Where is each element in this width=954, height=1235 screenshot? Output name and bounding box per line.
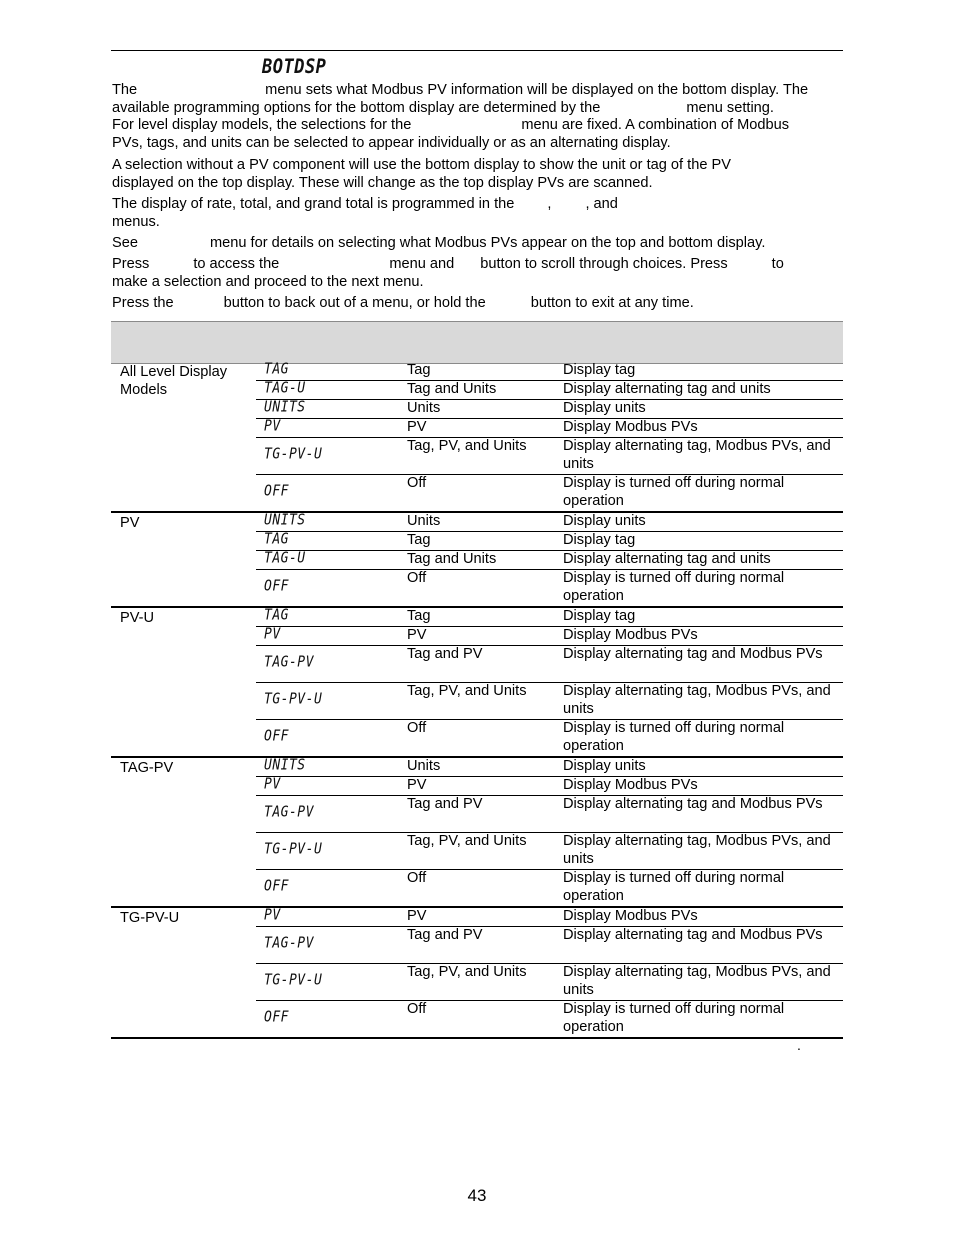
text-line: [112, 295, 836, 313]
table-row: [256, 758, 843, 776]
option-description: Display units: [563, 758, 646, 774]
display-code: TG-PV-U: [264, 690, 323, 709]
display-code: OFF: [264, 727, 289, 746]
text-run: button to exit at any time.: [530, 295, 694, 311]
paragraph: [112, 196, 836, 231]
group-label: TG-PV-U: [120, 910, 180, 926]
option-description: Display Modbus PVs: [563, 908, 698, 924]
option-name: PV: [407, 908, 427, 924]
option-name: Tag, PV, and Units: [407, 683, 527, 699]
option-name: Tag and PV: [407, 646, 483, 662]
group-label: TAG-PV: [120, 760, 174, 776]
text-line: [112, 135, 836, 153]
option-description: Display Modbus PVs: [563, 627, 698, 643]
bottom-display-options-table: [111, 362, 843, 1039]
group-label: All Level Display Models: [120, 364, 228, 398]
table-row: [256, 418, 843, 437]
display-code: TG-PV-U: [264, 971, 323, 990]
display-code: TG-PV-U: [264, 445, 323, 464]
option-name: Off: [407, 870, 427, 886]
table-row: [256, 380, 843, 399]
option-name: Tag, PV, and Units: [407, 438, 527, 454]
table-row: [256, 963, 843, 1000]
table-row: [256, 569, 843, 606]
option-name: PV: [407, 627, 427, 643]
option-name: Tag: [407, 608, 431, 624]
text-run: menu for details on selecting what Modbus PVs appear on the top and bottom display.: [209, 235, 766, 251]
table-row: [256, 1000, 843, 1037]
text-line: [112, 100, 836, 118]
text-line: [112, 256, 836, 274]
option-description: Display is turned off during normal operation: [563, 870, 785, 904]
option-group: [111, 908, 843, 1039]
text-line: [112, 175, 836, 193]
option-rows: [256, 608, 843, 756]
text-run: PVs, tags, and units can be selected to appear individually or as an alternating display.: [112, 134, 671, 151]
option-name: Units: [407, 758, 441, 774]
display-code: TAG-U: [264, 549, 306, 568]
table-row: [256, 832, 843, 869]
text-run: displayed on the top display. These will change as the top display PVs are scanned.: [112, 174, 653, 191]
table-row: [256, 474, 843, 511]
table-row: [256, 550, 843, 569]
text-run: button to scroll through choices. Press: [480, 256, 728, 272]
display-code: OFF: [264, 482, 289, 501]
option-group: [111, 513, 843, 608]
display-code: UNITS: [264, 756, 306, 775]
option-rows: [256, 513, 843, 606]
option-name: Units: [407, 400, 441, 416]
text-run: The display of rate, total, and grand total is programmed in the: [112, 196, 515, 212]
table-header-band: [111, 321, 843, 364]
text-run: Press the: [112, 295, 174, 311]
paragraph: [112, 82, 836, 152]
option-description: Display units: [563, 400, 646, 416]
text-run: menu and: [389, 256, 455, 272]
display-code: PV: [264, 775, 281, 794]
option-name: Tag, PV, and Units: [407, 833, 527, 849]
table-row: [256, 437, 843, 474]
option-name: Off: [407, 1001, 427, 1017]
option-description: Display tag: [563, 532, 636, 548]
table-row: [256, 608, 843, 626]
text-run: menus.: [112, 213, 160, 230]
footnote-mark: .: [797, 1037, 801, 1053]
option-name: Off: [407, 570, 427, 586]
table-row: [256, 645, 843, 682]
text-run: See: [112, 235, 138, 251]
option-rows: [256, 758, 843, 906]
display-code: OFF: [264, 877, 289, 896]
option-description: Display alternating tag, Modbus PVs, and units: [563, 964, 831, 998]
option-name: Off: [407, 475, 427, 491]
paragraph: [112, 295, 836, 313]
text-line: [112, 196, 836, 214]
option-description: Display alternating tag, Modbus PVs, and units: [563, 438, 831, 472]
header-rule: [111, 50, 843, 51]
display-code: PV: [264, 625, 281, 644]
table-row: [256, 719, 843, 756]
table-row: [256, 776, 843, 795]
text-run: Press: [112, 256, 150, 272]
option-description: Display alternating tag and Modbus PVs: [563, 796, 823, 812]
option-description: Display alternating tag and units: [563, 551, 771, 567]
text-line: [112, 214, 836, 232]
option-group: [111, 362, 843, 513]
display-code: TAG: [264, 360, 289, 379]
text-run: available programming options for the bottom display are determined by the: [112, 99, 601, 116]
text-run: For level display models, the selections for the: [112, 117, 412, 134]
option-description: Display tag: [563, 608, 636, 624]
table-row: [256, 362, 843, 380]
option-description: Display is turned off during normal operation: [563, 475, 785, 509]
display-code: PV: [264, 906, 281, 925]
table-row: [256, 531, 843, 550]
display-code: OFF: [264, 1008, 289, 1027]
option-name: PV: [407, 419, 427, 435]
option-description: Display alternating tag, Modbus PVs, and units: [563, 683, 831, 717]
text-run: menu setting.: [686, 99, 774, 116]
option-description: Display is turned off during normal operation: [563, 720, 785, 754]
text-run: to access the: [193, 256, 280, 272]
text-run: menu sets what Modbus PV information will be displayed on the bottom display. The: [265, 82, 809, 98]
option-description: Display is turned off during normal operation: [563, 1001, 785, 1035]
text-run: make a selection and proceed to the next menu.: [112, 273, 424, 290]
option-name: Tag: [407, 532, 431, 548]
display-code: TAG-PV: [264, 803, 314, 822]
option-name: Tag and PV: [407, 927, 483, 943]
option-description: Display alternating tag and units: [563, 381, 771, 397]
paragraph: [112, 256, 836, 291]
display-code: OFF: [264, 577, 289, 596]
table-row: [256, 795, 843, 832]
option-description: Display alternating tag and Modbus PVs: [563, 646, 823, 662]
text-run: button to back out of a menu, or hold the: [223, 295, 486, 311]
option-name: Tag and PV: [407, 796, 483, 812]
menu-code-heading: BOTDSP: [262, 55, 327, 79]
option-name: Tag and Units: [407, 381, 497, 397]
text-line: [112, 117, 836, 135]
page-number: 43: [467, 1186, 487, 1205]
table-row: [256, 399, 843, 418]
paragraph: [112, 235, 836, 253]
option-description: Display alternating tag and Modbus PVs: [563, 927, 823, 943]
option-description: Display is turned off during normal operation: [563, 570, 785, 604]
option-rows: [256, 362, 843, 511]
option-description: Display alternating tag, Modbus PVs, and units: [563, 833, 831, 867]
option-group: [111, 758, 843, 908]
table-row: [256, 869, 843, 906]
group-label: PV-U: [120, 610, 155, 626]
option-rows: [256, 908, 843, 1037]
option-description: Display units: [563, 513, 646, 529]
text-run: , and: [585, 196, 618, 212]
text-line: [112, 235, 836, 253]
option-description: Display Modbus PVs: [563, 419, 698, 435]
display-code: PV: [264, 417, 281, 436]
option-name: Tag: [407, 362, 431, 378]
text-run: to: [771, 256, 784, 272]
text-line: [112, 274, 836, 292]
option-name: Units: [407, 513, 441, 529]
table-row: [256, 908, 843, 926]
display-code: UNITS: [264, 511, 306, 530]
table-row: [256, 926, 843, 963]
display-code: UNITS: [264, 398, 306, 417]
table-row: [256, 626, 843, 645]
display-code: TG-PV-U: [264, 840, 323, 859]
paragraph: [112, 157, 836, 192]
display-code: TAG: [264, 606, 289, 625]
table-row: [256, 513, 843, 531]
text-line: [112, 82, 836, 100]
text-line: [112, 157, 836, 175]
option-name: Tag, PV, and Units: [407, 964, 527, 980]
display-code: TAG-U: [264, 379, 306, 398]
display-code: TAG-PV: [264, 934, 314, 953]
option-name: Tag and Units: [407, 551, 497, 567]
option-name: PV: [407, 777, 427, 793]
table-row: [256, 682, 843, 719]
text-run: menu are fixed. A combination of Modbus: [521, 117, 790, 134]
group-label: PV: [120, 515, 140, 531]
display-code: TAG: [264, 530, 289, 549]
option-description: Display tag: [563, 362, 636, 378]
text-run: A selection without a PV component will use the bottom display to show the unit or tag of the PV: [112, 157, 731, 173]
text-run: ,: [547, 196, 552, 212]
display-code: TAG-PV: [264, 653, 314, 672]
option-group: [111, 608, 843, 758]
text-run: The: [112, 82, 138, 98]
option-description: Display Modbus PVs: [563, 777, 698, 793]
option-name: Off: [407, 720, 427, 736]
